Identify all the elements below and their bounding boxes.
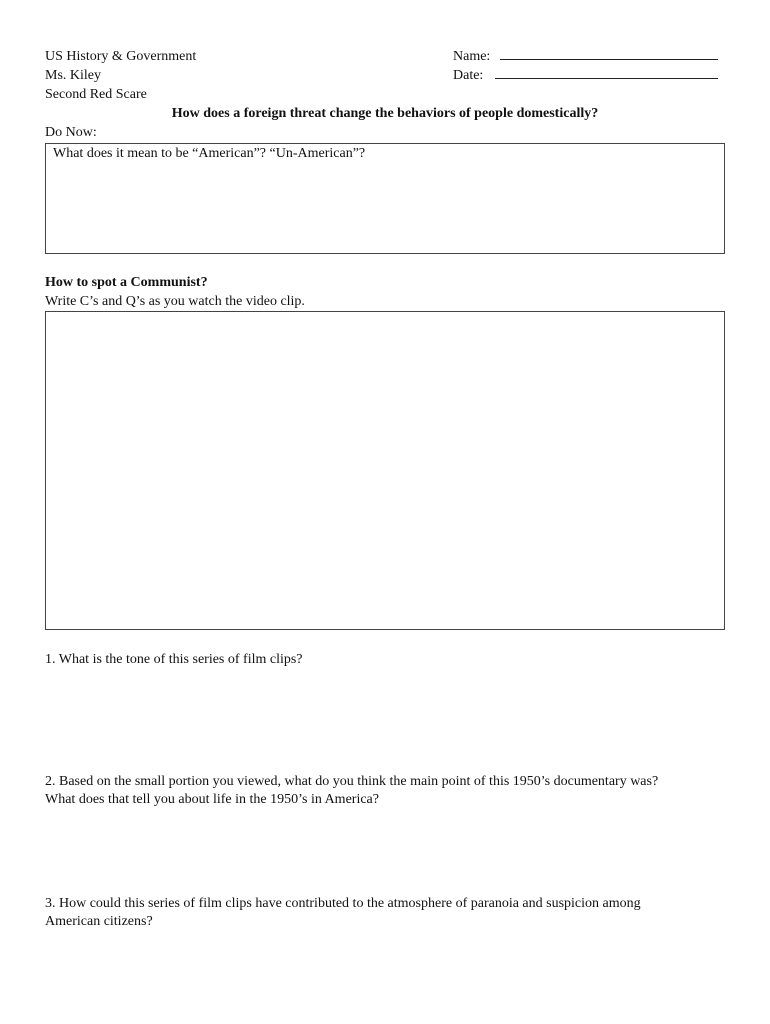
- name-blank-line[interactable]: [500, 47, 718, 60]
- do-now-answer-box[interactable]: [45, 143, 725, 254]
- date-blank-line[interactable]: [495, 66, 718, 79]
- do-now-prompt: What does it mean to be “American”? “Un-American”?: [53, 146, 366, 161]
- question-1: 1. What is the tone of this series of film clips?: [45, 652, 303, 667]
- date-field: [453, 66, 718, 85]
- question-2-line-1: 2. Based on the small portion you viewed, what do you think the main point of this 1950’s documentary was?: [45, 774, 659, 789]
- name-label: Name:: [453, 49, 491, 64]
- question-3-line-1: 3. How could this series of film clips have contributed to the atmosphere of paranoia and suspicion among: [45, 896, 641, 911]
- communist-section-instructions: Write C’s and Q’s as you watch the video clip.: [45, 294, 305, 309]
- video-notes-box[interactable]: [45, 311, 725, 630]
- question-2: [45, 773, 725, 809]
- question-3-line-2: American citizens?: [45, 914, 153, 929]
- do-now-label: Do Now:: [45, 125, 97, 140]
- essential-question: How does a foreign threat change the behaviors of people domestically?: [171, 106, 599, 121]
- topic-title: Second Red Scare: [45, 87, 147, 102]
- question-2-line-2: What does that tell you about life in the 1950’s in America?: [45, 792, 379, 807]
- date-label: Date:: [453, 68, 484, 83]
- communist-section-heading: How to spot a Communist?: [45, 275, 208, 290]
- teacher-name: Ms. Kiley: [45, 68, 101, 83]
- name-field: [453, 47, 718, 66]
- question-3: [45, 895, 725, 931]
- course-title: US History & Government: [45, 49, 197, 64]
